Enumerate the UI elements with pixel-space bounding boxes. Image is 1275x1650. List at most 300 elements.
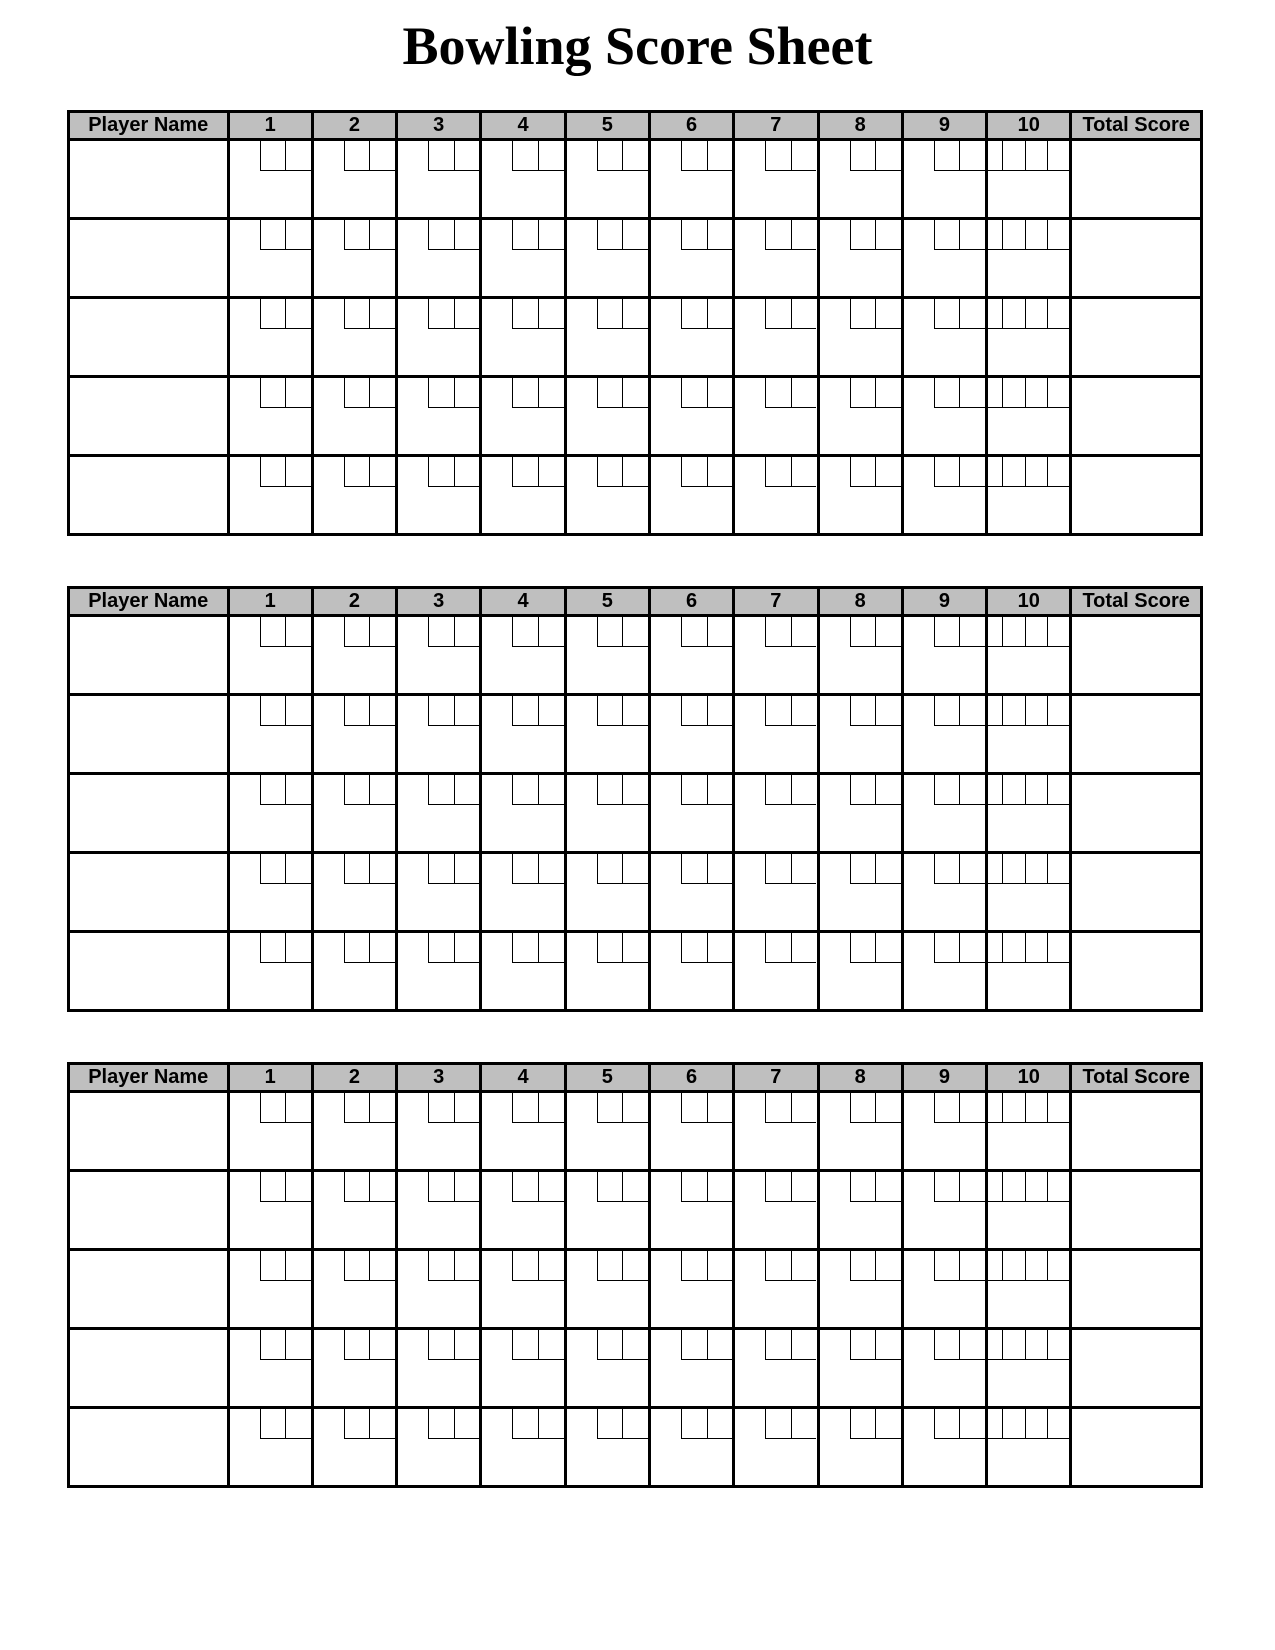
frame-cell-3[interactable]	[397, 140, 481, 219]
tenth-frame-lead-box[interactable]	[988, 1251, 1002, 1281]
throw-box[interactable]	[369, 1093, 395, 1123]
throw-box[interactable]	[428, 933, 454, 963]
throw-box[interactable]	[538, 1093, 564, 1123]
throw-box[interactable]	[959, 1409, 985, 1439]
frame-cell-7[interactable]	[734, 1171, 818, 1250]
throw-box[interactable]	[791, 1330, 817, 1360]
throw-box[interactable]	[1025, 299, 1047, 329]
frame-cell-6[interactable]	[649, 140, 733, 219]
throw-box[interactable]	[1002, 457, 1024, 487]
throw-box[interactable]	[538, 933, 564, 963]
frame-cell-2[interactable]	[312, 377, 396, 456]
throw-box[interactable]	[344, 299, 370, 329]
frame-cell-4[interactable]	[481, 932, 565, 1011]
frame-cell-5[interactable]	[565, 298, 649, 377]
throw-box[interactable]	[681, 617, 707, 647]
throw-box[interactable]	[959, 457, 985, 487]
throw-box[interactable]	[454, 299, 480, 329]
throw-box[interactable]	[285, 1251, 311, 1281]
throw-box[interactable]	[934, 933, 960, 963]
throw-box[interactable]	[1047, 696, 1069, 726]
throw-box[interactable]	[934, 775, 960, 805]
throw-box[interactable]	[344, 617, 370, 647]
player-name-cell[interactable]	[69, 456, 229, 535]
throw-box[interactable]	[791, 220, 817, 250]
frame-cell-4[interactable]	[481, 140, 565, 219]
throw-box[interactable]	[1025, 220, 1047, 250]
frame-cell-10[interactable]	[987, 456, 1071, 535]
frame-cell-1[interactable]	[228, 774, 312, 853]
frame-cell-5[interactable]	[565, 1092, 649, 1171]
throw-box[interactable]	[285, 775, 311, 805]
frame-cell-8[interactable]	[818, 853, 902, 932]
throw-box[interactable]	[597, 1093, 623, 1123]
throw-box[interactable]	[369, 378, 395, 408]
throw-box[interactable]	[791, 1251, 817, 1281]
frame-cell-10[interactable]	[987, 1250, 1071, 1329]
throw-box[interactable]	[285, 854, 311, 884]
throw-box[interactable]	[875, 933, 901, 963]
frame-cell-7[interactable]	[734, 456, 818, 535]
throw-box[interactable]	[538, 1172, 564, 1202]
frame-cell-3[interactable]	[397, 853, 481, 932]
throw-box[interactable]	[260, 696, 286, 726]
throw-box[interactable]	[622, 378, 648, 408]
frame-cell-8[interactable]	[818, 298, 902, 377]
throw-box[interactable]	[454, 1093, 480, 1123]
throw-box[interactable]	[1002, 933, 1024, 963]
frame-cell-7[interactable]	[734, 616, 818, 695]
throw-box[interactable]	[934, 1172, 960, 1202]
throw-box[interactable]	[791, 299, 817, 329]
throw-box[interactable]	[1047, 141, 1069, 171]
throw-box[interactable]	[512, 378, 538, 408]
throw-box[interactable]	[1047, 1251, 1069, 1281]
tenth-frame-lead-box[interactable]	[988, 378, 1002, 408]
throw-box[interactable]	[1002, 1172, 1024, 1202]
throw-box[interactable]	[681, 457, 707, 487]
frame-cell-10[interactable]	[987, 616, 1071, 695]
throw-box[interactable]	[622, 933, 648, 963]
throw-box[interactable]	[260, 299, 286, 329]
throw-box[interactable]	[512, 933, 538, 963]
frame-cell-9[interactable]	[902, 377, 986, 456]
throw-box[interactable]	[597, 141, 623, 171]
throw-box[interactable]	[765, 1172, 791, 1202]
frame-cell-7[interactable]	[734, 774, 818, 853]
frame-cell-8[interactable]	[818, 1092, 902, 1171]
throw-box[interactable]	[369, 696, 395, 726]
frame-cell-7[interactable]	[734, 1408, 818, 1487]
throw-box[interactable]	[597, 854, 623, 884]
throw-box[interactable]	[622, 299, 648, 329]
player-name-cell[interactable]	[69, 1408, 229, 1487]
throw-box[interactable]	[538, 141, 564, 171]
throw-box[interactable]	[454, 696, 480, 726]
throw-box[interactable]	[934, 854, 960, 884]
frame-cell-3[interactable]	[397, 1250, 481, 1329]
throw-box[interactable]	[1025, 1172, 1047, 1202]
frame-cell-9[interactable]	[902, 695, 986, 774]
throw-box[interactable]	[765, 933, 791, 963]
throw-box[interactable]	[260, 220, 286, 250]
throw-box[interactable]	[285, 1172, 311, 1202]
throw-box[interactable]	[285, 378, 311, 408]
frame-cell-6[interactable]	[649, 1329, 733, 1408]
throw-box[interactable]	[707, 775, 733, 805]
throw-box[interactable]	[1002, 141, 1024, 171]
throw-box[interactable]	[765, 1251, 791, 1281]
throw-box[interactable]	[1002, 696, 1024, 726]
throw-box[interactable]	[875, 299, 901, 329]
frame-cell-4[interactable]	[481, 377, 565, 456]
throw-box[interactable]	[1047, 378, 1069, 408]
frame-cell-5[interactable]	[565, 853, 649, 932]
throw-box[interactable]	[934, 220, 960, 250]
throw-box[interactable]	[959, 141, 985, 171]
throw-box[interactable]	[707, 457, 733, 487]
throw-box[interactable]	[765, 457, 791, 487]
frame-cell-2[interactable]	[312, 456, 396, 535]
throw-box[interactable]	[622, 141, 648, 171]
throw-box[interactable]	[791, 141, 817, 171]
frame-cell-6[interactable]	[649, 695, 733, 774]
frame-cell-6[interactable]	[649, 932, 733, 1011]
throw-box[interactable]	[285, 933, 311, 963]
frame-cell-7[interactable]	[734, 298, 818, 377]
frame-cell-2[interactable]	[312, 774, 396, 853]
throw-box[interactable]	[875, 378, 901, 408]
frame-cell-3[interactable]	[397, 219, 481, 298]
frame-cell-4[interactable]	[481, 616, 565, 695]
frame-cell-8[interactable]	[818, 932, 902, 1011]
frame-cell-8[interactable]	[818, 456, 902, 535]
throw-box[interactable]	[1002, 299, 1024, 329]
frame-cell-9[interactable]	[902, 140, 986, 219]
frame-cell-5[interactable]	[565, 774, 649, 853]
throw-box[interactable]	[1025, 696, 1047, 726]
throw-box[interactable]	[765, 617, 791, 647]
tenth-frame-lead-box[interactable]	[988, 1330, 1002, 1360]
throw-box[interactable]	[454, 1330, 480, 1360]
frame-cell-4[interactable]	[481, 456, 565, 535]
throw-box[interactable]	[344, 775, 370, 805]
throw-box[interactable]	[428, 457, 454, 487]
throw-box[interactable]	[369, 141, 395, 171]
throw-box[interactable]	[1025, 1330, 1047, 1360]
throw-box[interactable]	[1047, 933, 1069, 963]
frame-cell-1[interactable]	[228, 1408, 312, 1487]
throw-box[interactable]	[538, 220, 564, 250]
throw-box[interactable]	[369, 1409, 395, 1439]
throw-box[interactable]	[791, 1409, 817, 1439]
throw-box[interactable]	[344, 1409, 370, 1439]
throw-box[interactable]	[285, 1409, 311, 1439]
throw-box[interactable]	[512, 617, 538, 647]
throw-box[interactable]	[512, 141, 538, 171]
frame-cell-4[interactable]	[481, 853, 565, 932]
throw-box[interactable]	[622, 696, 648, 726]
tenth-frame-lead-box[interactable]	[988, 775, 1002, 805]
frame-cell-9[interactable]	[902, 1092, 986, 1171]
throw-box[interactable]	[285, 617, 311, 647]
throw-box[interactable]	[707, 854, 733, 884]
frame-cell-10[interactable]	[987, 377, 1071, 456]
frame-cell-7[interactable]	[734, 1329, 818, 1408]
throw-box[interactable]	[1047, 775, 1069, 805]
frame-cell-5[interactable]	[565, 140, 649, 219]
throw-box[interactable]	[934, 378, 960, 408]
throw-box[interactable]	[454, 1409, 480, 1439]
frame-cell-10[interactable]	[987, 1171, 1071, 1250]
throw-box[interactable]	[934, 1330, 960, 1360]
frame-cell-5[interactable]	[565, 219, 649, 298]
throw-box[interactable]	[791, 457, 817, 487]
throw-box[interactable]	[1025, 1409, 1047, 1439]
throw-box[interactable]	[344, 378, 370, 408]
frame-cell-7[interactable]	[734, 1250, 818, 1329]
throw-box[interactable]	[681, 1172, 707, 1202]
throw-box[interactable]	[622, 617, 648, 647]
frame-cell-1[interactable]	[228, 1092, 312, 1171]
player-name-cell[interactable]	[69, 1092, 229, 1171]
frame-cell-10[interactable]	[987, 695, 1071, 774]
throw-box[interactable]	[369, 299, 395, 329]
throw-box[interactable]	[597, 220, 623, 250]
throw-box[interactable]	[934, 696, 960, 726]
throw-box[interactable]	[428, 1172, 454, 1202]
throw-box[interactable]	[959, 617, 985, 647]
frame-cell-1[interactable]	[228, 298, 312, 377]
frame-cell-3[interactable]	[397, 616, 481, 695]
frame-cell-5[interactable]	[565, 377, 649, 456]
frame-cell-4[interactable]	[481, 298, 565, 377]
throw-box[interactable]	[1047, 220, 1069, 250]
player-name-cell[interactable]	[69, 298, 229, 377]
throw-box[interactable]	[875, 617, 901, 647]
throw-box[interactable]	[369, 1251, 395, 1281]
throw-box[interactable]	[260, 775, 286, 805]
throw-box[interactable]	[959, 1330, 985, 1360]
throw-box[interactable]	[1025, 457, 1047, 487]
throw-box[interactable]	[622, 220, 648, 250]
throw-box[interactable]	[850, 617, 876, 647]
throw-box[interactable]	[285, 1093, 311, 1123]
throw-box[interactable]	[1025, 141, 1047, 171]
frame-cell-7[interactable]	[734, 932, 818, 1011]
throw-box[interactable]	[538, 1251, 564, 1281]
throw-box[interactable]	[285, 696, 311, 726]
throw-box[interactable]	[1002, 775, 1024, 805]
throw-box[interactable]	[681, 854, 707, 884]
frame-cell-2[interactable]	[312, 616, 396, 695]
total-score-cell[interactable]	[1071, 616, 1202, 695]
frame-cell-3[interactable]	[397, 1329, 481, 1408]
throw-box[interactable]	[428, 141, 454, 171]
frame-cell-3[interactable]	[397, 695, 481, 774]
throw-box[interactable]	[875, 1251, 901, 1281]
throw-box[interactable]	[512, 1172, 538, 1202]
throw-box[interactable]	[428, 1251, 454, 1281]
throw-box[interactable]	[622, 1093, 648, 1123]
frame-cell-8[interactable]	[818, 1408, 902, 1487]
frame-cell-8[interactable]	[818, 1329, 902, 1408]
frame-cell-8[interactable]	[818, 1250, 902, 1329]
total-score-cell[interactable]	[1071, 219, 1202, 298]
throw-box[interactable]	[681, 378, 707, 408]
throw-box[interactable]	[681, 220, 707, 250]
throw-box[interactable]	[1025, 1251, 1047, 1281]
frame-cell-10[interactable]	[987, 853, 1071, 932]
throw-box[interactable]	[369, 1330, 395, 1360]
throw-box[interactable]	[428, 696, 454, 726]
frame-cell-1[interactable]	[228, 456, 312, 535]
player-name-cell[interactable]	[69, 140, 229, 219]
frame-cell-1[interactable]	[228, 1171, 312, 1250]
frame-cell-3[interactable]	[397, 298, 481, 377]
frame-cell-6[interactable]	[649, 1250, 733, 1329]
player-name-cell[interactable]	[69, 932, 229, 1011]
throw-box[interactable]	[1002, 1409, 1024, 1439]
throw-box[interactable]	[1025, 617, 1047, 647]
frame-cell-5[interactable]	[565, 932, 649, 1011]
throw-box[interactable]	[454, 378, 480, 408]
frame-cell-6[interactable]	[649, 1092, 733, 1171]
frame-cell-1[interactable]	[228, 377, 312, 456]
throw-box[interactable]	[707, 1330, 733, 1360]
throw-box[interactable]	[850, 1172, 876, 1202]
throw-box[interactable]	[959, 1172, 985, 1202]
total-score-cell[interactable]	[1071, 932, 1202, 1011]
throw-box[interactable]	[707, 378, 733, 408]
total-score-cell[interactable]	[1071, 140, 1202, 219]
throw-box[interactable]	[1047, 1093, 1069, 1123]
throw-box[interactable]	[707, 1172, 733, 1202]
total-score-cell[interactable]	[1071, 456, 1202, 535]
throw-box[interactable]	[285, 141, 311, 171]
total-score-cell[interactable]	[1071, 1092, 1202, 1171]
throw-box[interactable]	[934, 617, 960, 647]
frame-cell-10[interactable]	[987, 774, 1071, 853]
throw-box[interactable]	[959, 378, 985, 408]
frame-cell-2[interactable]	[312, 853, 396, 932]
throw-box[interactable]	[285, 220, 311, 250]
frame-cell-6[interactable]	[649, 298, 733, 377]
throw-box[interactable]	[875, 854, 901, 884]
frame-cell-1[interactable]	[228, 616, 312, 695]
throw-box[interactable]	[260, 1409, 286, 1439]
throw-box[interactable]	[260, 1251, 286, 1281]
frame-cell-7[interactable]	[734, 377, 818, 456]
throw-box[interactable]	[285, 457, 311, 487]
frame-cell-3[interactable]	[397, 377, 481, 456]
frame-cell-8[interactable]	[818, 377, 902, 456]
throw-box[interactable]	[622, 1409, 648, 1439]
throw-box[interactable]	[260, 1172, 286, 1202]
throw-box[interactable]	[260, 141, 286, 171]
total-score-cell[interactable]	[1071, 377, 1202, 456]
throw-box[interactable]	[369, 1172, 395, 1202]
frame-cell-2[interactable]	[312, 1408, 396, 1487]
frame-cell-2[interactable]	[312, 140, 396, 219]
throw-box[interactable]	[765, 1409, 791, 1439]
tenth-frame-lead-box[interactable]	[988, 220, 1002, 250]
total-score-cell[interactable]	[1071, 853, 1202, 932]
throw-box[interactable]	[959, 299, 985, 329]
throw-box[interactable]	[454, 220, 480, 250]
player-name-cell[interactable]	[69, 1329, 229, 1408]
throw-box[interactable]	[428, 299, 454, 329]
throw-box[interactable]	[681, 933, 707, 963]
frame-cell-10[interactable]	[987, 298, 1071, 377]
throw-box[interactable]	[707, 141, 733, 171]
throw-box[interactable]	[681, 775, 707, 805]
throw-box[interactable]	[875, 1409, 901, 1439]
throw-box[interactable]	[344, 1251, 370, 1281]
throw-box[interactable]	[597, 696, 623, 726]
throw-box[interactable]	[681, 1251, 707, 1281]
throw-box[interactable]	[791, 775, 817, 805]
throw-box[interactable]	[791, 854, 817, 884]
throw-box[interactable]	[707, 617, 733, 647]
throw-box[interactable]	[707, 220, 733, 250]
throw-box[interactable]	[875, 1330, 901, 1360]
throw-box[interactable]	[369, 933, 395, 963]
frame-cell-1[interactable]	[228, 853, 312, 932]
throw-box[interactable]	[428, 1409, 454, 1439]
total-score-cell[interactable]	[1071, 1329, 1202, 1408]
throw-box[interactable]	[765, 775, 791, 805]
tenth-frame-lead-box[interactable]	[988, 141, 1002, 171]
frame-cell-9[interactable]	[902, 1250, 986, 1329]
throw-box[interactable]	[1047, 457, 1069, 487]
throw-box[interactable]	[681, 141, 707, 171]
throw-box[interactable]	[538, 696, 564, 726]
frame-cell-2[interactable]	[312, 695, 396, 774]
throw-box[interactable]	[344, 1330, 370, 1360]
frame-cell-1[interactable]	[228, 932, 312, 1011]
throw-box[interactable]	[428, 1093, 454, 1123]
throw-box[interactable]	[1025, 378, 1047, 408]
player-name-cell[interactable]	[69, 1171, 229, 1250]
throw-box[interactable]	[597, 457, 623, 487]
throw-box[interactable]	[959, 1251, 985, 1281]
frame-cell-10[interactable]	[987, 140, 1071, 219]
frame-cell-2[interactable]	[312, 1171, 396, 1250]
throw-box[interactable]	[875, 1093, 901, 1123]
throw-box[interactable]	[1025, 1093, 1047, 1123]
throw-box[interactable]	[538, 299, 564, 329]
player-name-cell[interactable]	[69, 853, 229, 932]
throw-box[interactable]	[428, 1330, 454, 1360]
throw-box[interactable]	[369, 617, 395, 647]
throw-box[interactable]	[934, 1251, 960, 1281]
throw-box[interactable]	[959, 854, 985, 884]
player-name-cell[interactable]	[69, 219, 229, 298]
frame-cell-5[interactable]	[565, 1329, 649, 1408]
frame-cell-2[interactable]	[312, 932, 396, 1011]
throw-box[interactable]	[512, 696, 538, 726]
throw-box[interactable]	[765, 220, 791, 250]
frame-cell-5[interactable]	[565, 456, 649, 535]
frame-cell-6[interactable]	[649, 1408, 733, 1487]
throw-box[interactable]	[454, 1172, 480, 1202]
throw-box[interactable]	[1002, 854, 1024, 884]
frame-cell-8[interactable]	[818, 616, 902, 695]
throw-box[interactable]	[707, 1409, 733, 1439]
frame-cell-4[interactable]	[481, 1408, 565, 1487]
frame-cell-7[interactable]	[734, 853, 818, 932]
